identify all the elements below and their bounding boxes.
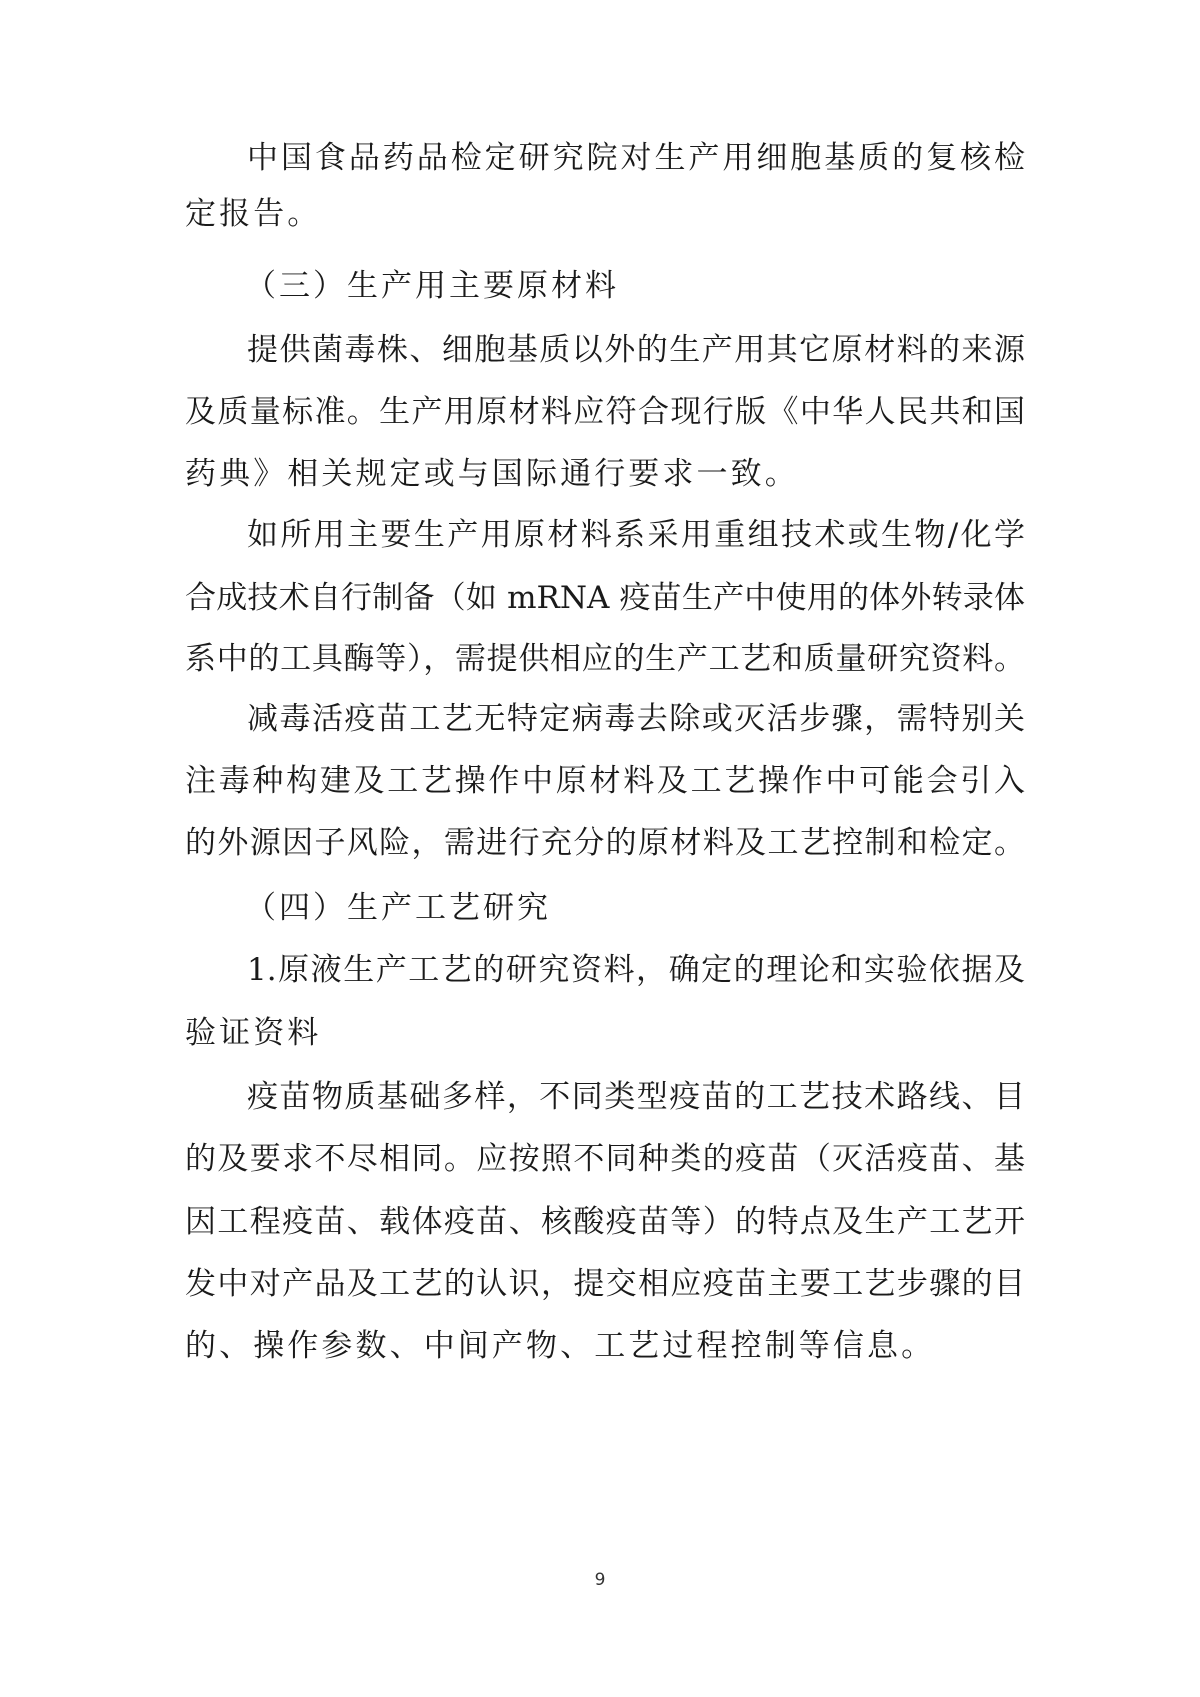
paragraph-line: 系中的工具酶等），需提供相应的生产工艺和质量研究资料。 [185, 641, 1025, 677]
paragraph-line: 的及要求不尽相同。应按照不同种类的疫苗（灭活疫苗、基 [185, 1141, 1025, 1177]
paragraph-line: 的、操作参数、中间产物、工艺过程控制等信息。 [185, 1328, 936, 1364]
paragraph-line: 中国食品药品检定研究院对生产用细胞基质的复核检 [247, 140, 1025, 176]
paragraph-line: 减毒活疫苗工艺无特定病毒去除或灭活步骤，需特别关 [247, 701, 1025, 737]
paragraph-line: 提供菌毒株、细胞基质以外的生产用其它原材料的来源 [247, 332, 1025, 368]
paragraph-line: 定报告。 [185, 196, 322, 232]
paragraph-line: 验证资料 [185, 1015, 322, 1051]
paragraph-line: 疫苗物质基础多样，不同类型疫苗的工艺技术路线、目 [247, 1079, 1025, 1115]
paragraph-line: 药典》相关规定或与国际通行要求一致。 [185, 456, 799, 492]
paragraph-line: 合成技术自行制备（如 mRNA 疫苗生产中使用的体外转录体 [185, 580, 1025, 616]
paragraph-line: 如所用主要生产用原材料系采用重组技术或生物/化学 [247, 517, 1025, 553]
paragraph-line: 注毒种构建及工艺操作中原材料及工艺操作中可能会引入 [185, 763, 1025, 799]
section-heading-4: （四）生产工艺研究 [245, 890, 551, 926]
section-heading-3: （三）生产用主要原材料 [245, 268, 619, 304]
page-number: 9 [594, 1570, 606, 1590]
paragraph-line: 发中对产品及工艺的认识，提交相应疫苗主要工艺步骤的目 [185, 1266, 1025, 1302]
paragraph-line: 因工程疫苗、载体疫苗、核酸疫苗等）的特点及生产工艺开 [185, 1204, 1025, 1240]
paragraph-line: 1.原液生产工艺的研究资料，确定的理论和实验依据及 [247, 952, 1025, 988]
paragraph-line: 及质量标准。生产用原材料应符合现行版《中华人民共和国 [185, 394, 1025, 430]
paragraph-line: 的外源因子风险，需进行充分的原材料及工艺控制和检定。 [185, 825, 1025, 861]
